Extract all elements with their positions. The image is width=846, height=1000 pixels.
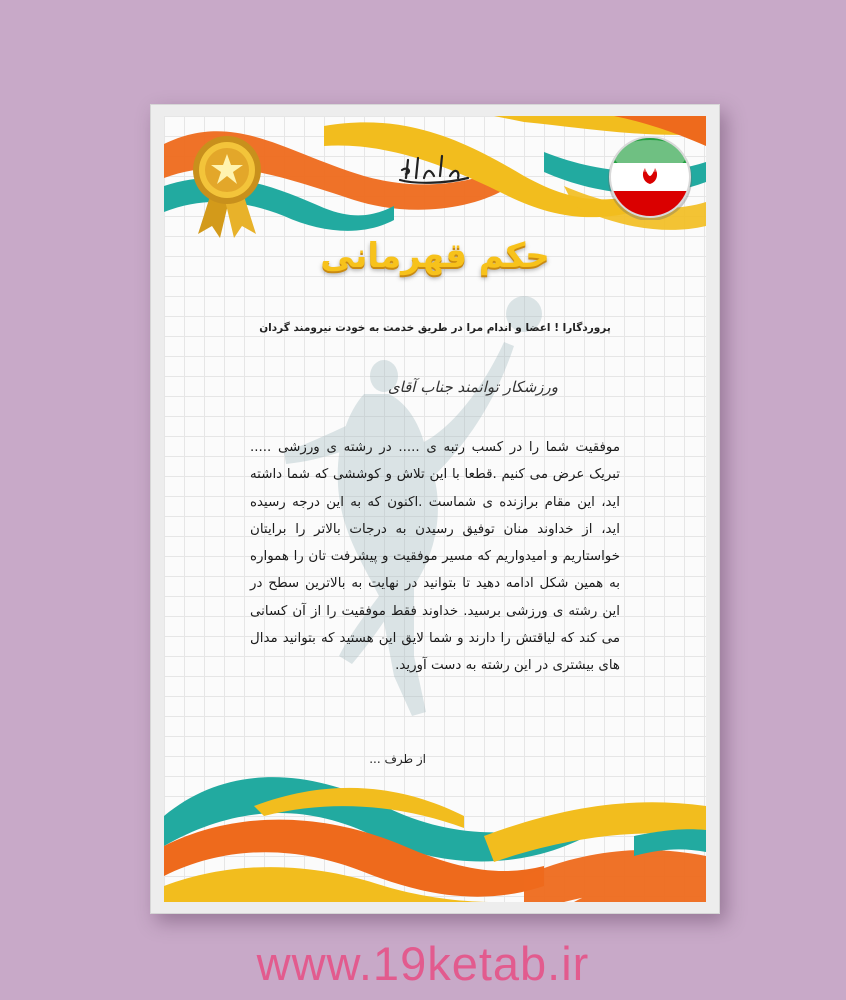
dua-line: پروردگارا ! اعضا و اندام مرا در طریق خدمت به خودت نیرومند گردان [259, 322, 611, 334]
recipient-label: ورزشکار توانمند جناب آقای [387, 378, 558, 396]
website-watermark: www.19ketab.ir [256, 937, 590, 990]
certificate-title: حکم قهرمانی [320, 236, 550, 276]
certificate-paper [164, 116, 706, 902]
gold-medal-icon [186, 130, 268, 240]
certificate-body: موفقیت شما را در کسب رتبه ی ..... در رشته ی ورزشی ..... تبریک عرض می کنیم .قطعا با این تلاش و کوششی که شما داشته اید، این مقام برازنده ی شماست .اکنون که به این درجه رسیده اید، از خداوند منان توفیق رسیدن به درجات بالاتر را برایتان خواستاریم و امیدواریم که مسیر موفقیت و پیشرفت تان را همواره به همین شکل ادامه دهید تا بتوانید در نهایت به بالاترین سطح در این رشته ی ورزشی برسید. خداوند فقط موفقیت را از آن کسانی می کند که لیاقتش را دارند و شما لایق این هستید که بتوانید مدال های بیشتری در این رشته به دست آورید. [250, 440, 620, 674]
calligraphy-header [394, 150, 474, 190]
iran-flag-icon [607, 134, 693, 220]
calligraphy-icon [394, 150, 474, 190]
poster-frame [150, 104, 720, 914]
from-line: از طرف ... [369, 752, 426, 766]
